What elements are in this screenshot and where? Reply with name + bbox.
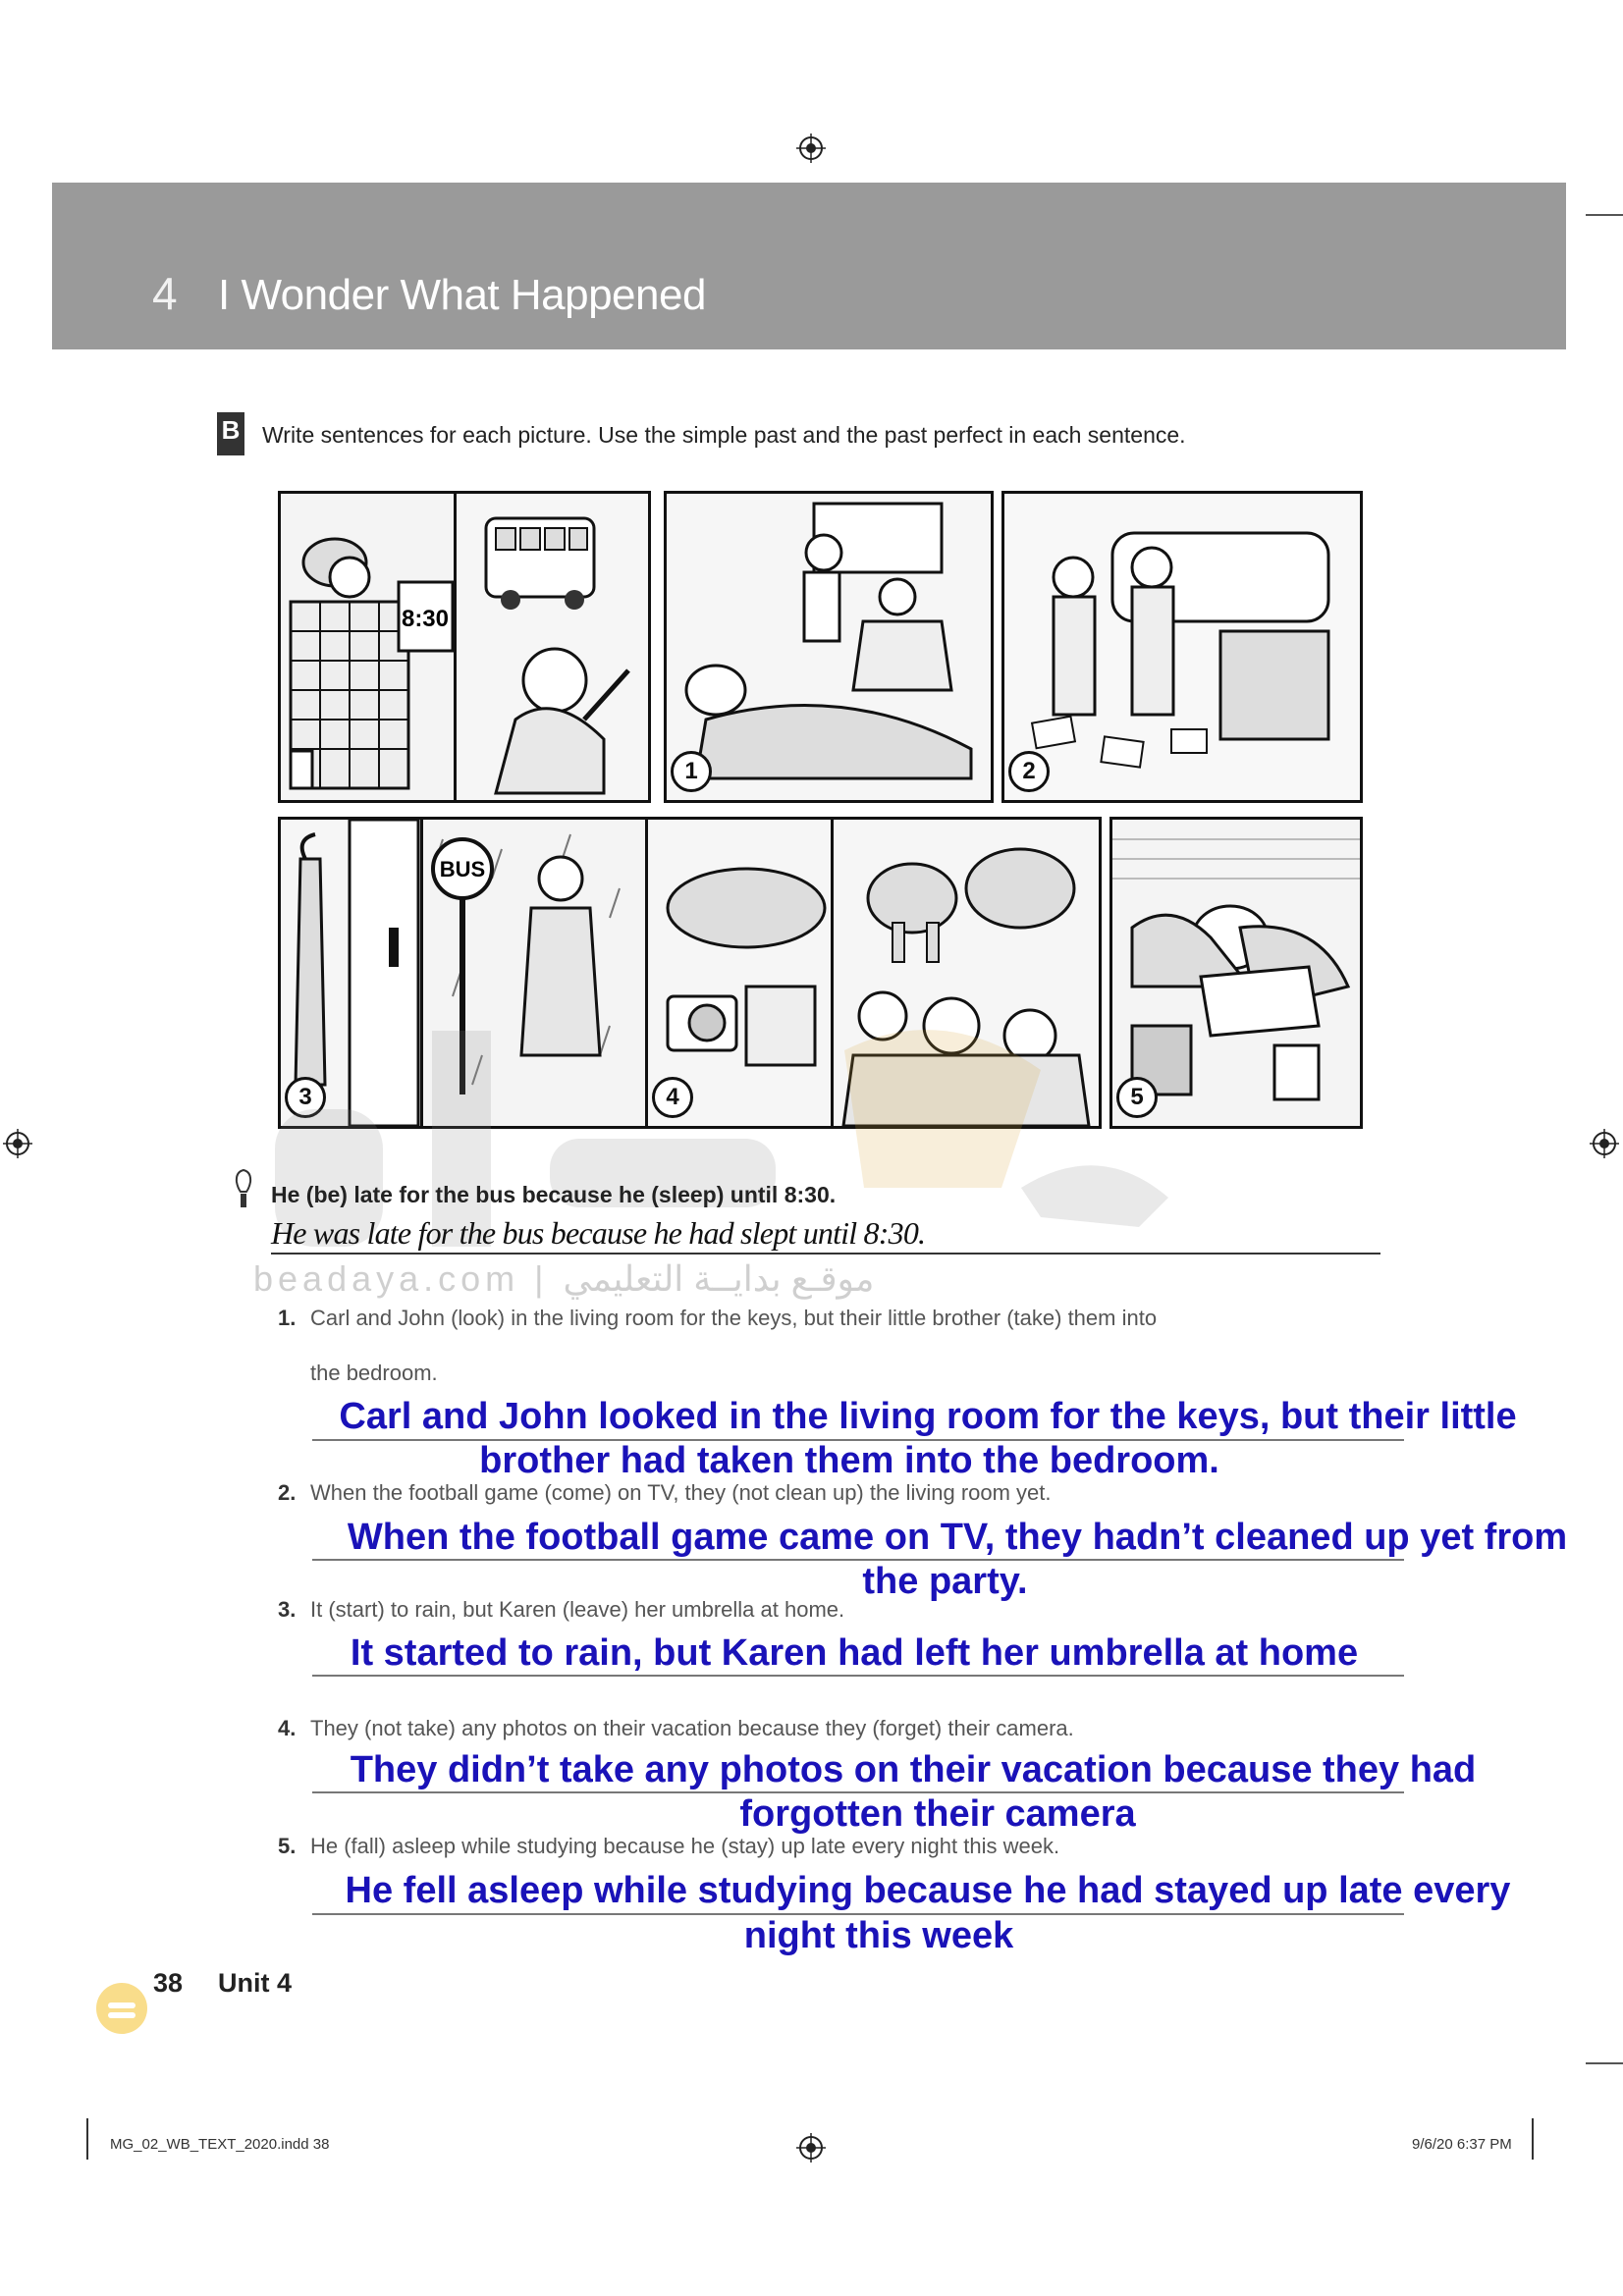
page-unit-label: Unit 4 [218,1968,293,1998]
unit-number: 4 [152,268,178,319]
example-answer-line [271,1253,1380,1255]
answer-4-line-1: They didn’t take any photos on their vacation because they had [350,1749,1477,1790]
answer-1-line-2: brother had taken them into the bedroom. [479,1440,1219,1481]
exercise-instruction: Write sentences for each picture. Use the simple past and the past perfect in each sentence. [262,422,1186,448]
question-1-text-cont: the bedroom. [310,1361,438,1385]
answer-2-line-2: the party. [862,1561,1028,1602]
crop-mark-vertical [86,2118,88,2160]
bus-stop-sign: BUS [439,857,486,881]
question-5-text: He (fall) asleep while studying because he (stay) up late every night this week. [310,1834,1060,1858]
watermark-site: beadaya.com | موقـع بدايــة التعليمي [253,1258,875,1299]
registration-mark-top [796,133,826,163]
question-4-text: They (not take) any photos on their vacation because they (forget) their camera. [310,1716,1074,1740]
lightbulb-icon [234,1168,253,1211]
question-5-number: 5. [278,1834,297,1858]
registration-mark-right [1590,1129,1619,1158]
page-number: 38 [153,1968,184,1998]
question-3-number: 3. [278,1597,297,1622]
registration-mark-bottom [796,2133,826,2163]
picture-example-bus [454,491,651,803]
question-2-number: 2. [278,1480,297,1505]
question-3-text: It (start) to rain, but Karen (leave) her umbrella at home. [310,1597,845,1622]
registration-mark-left [3,1129,32,1158]
picture-badge-4: 4 [652,1077,693,1118]
question-2-text: When the football game (come) on TV, they (not clean up) the living room yet. [310,1480,1052,1505]
picture-badge-1: 1 [671,751,712,792]
alarm-clock-time: 8:30 [401,606,450,632]
date-info: 9/6/20 6:37 PM [1412,2136,1512,2153]
answer-3-underline [312,1675,1404,1677]
exercise-label: B [217,412,244,455]
example-answer: He was late for the bus because he had slept until 8:30. [271,1215,926,1251]
picture-2-messy-room [1001,491,1363,803]
crop-mark [1586,2062,1623,2064]
site-logo-icon [90,1973,153,2036]
picture-badge-3: 3 [285,1077,326,1118]
unit-header-band [52,183,1566,349]
crop-mark-vertical [1532,2118,1534,2160]
picture-badge-2: 2 [1008,751,1050,792]
picture-example-sleeping [278,491,460,803]
question-1-number: 1. [278,1306,297,1330]
picture-1-living-room-keys [664,491,994,803]
answer-3-line-1: It started to rain, but Karen had left her umbrella at home [350,1632,1359,1674]
example-prompt: He (be) late for the bus because he (sleep) until 8:30. [271,1182,837,1207]
answer-1-line-1: Carl and John looked in the living room for the keys, but their little [339,1396,1517,1437]
file-info: MG_02_WB_TEXT_2020.indd 38 [110,2136,330,2153]
unit-title: I Wonder What Happened [218,271,706,319]
question-1-text: Carl and John (look) in the living room for the keys, but their little brother (take) them into [310,1306,1158,1330]
answer-4-line-2: forgotten their camera [739,1793,1136,1835]
answer-5-line-1: He fell asleep while studying because he had stayed up late every [345,1870,1511,1911]
crop-mark [1586,214,1623,216]
question-4-number: 4. [278,1716,297,1740]
answer-5-line-2: night this week [743,1915,1014,1956]
picture-badge-5: 5 [1116,1077,1158,1118]
answer-2-line-1: When the football game came on TV, they hadn’t cleaned up yet from [347,1517,1568,1558]
